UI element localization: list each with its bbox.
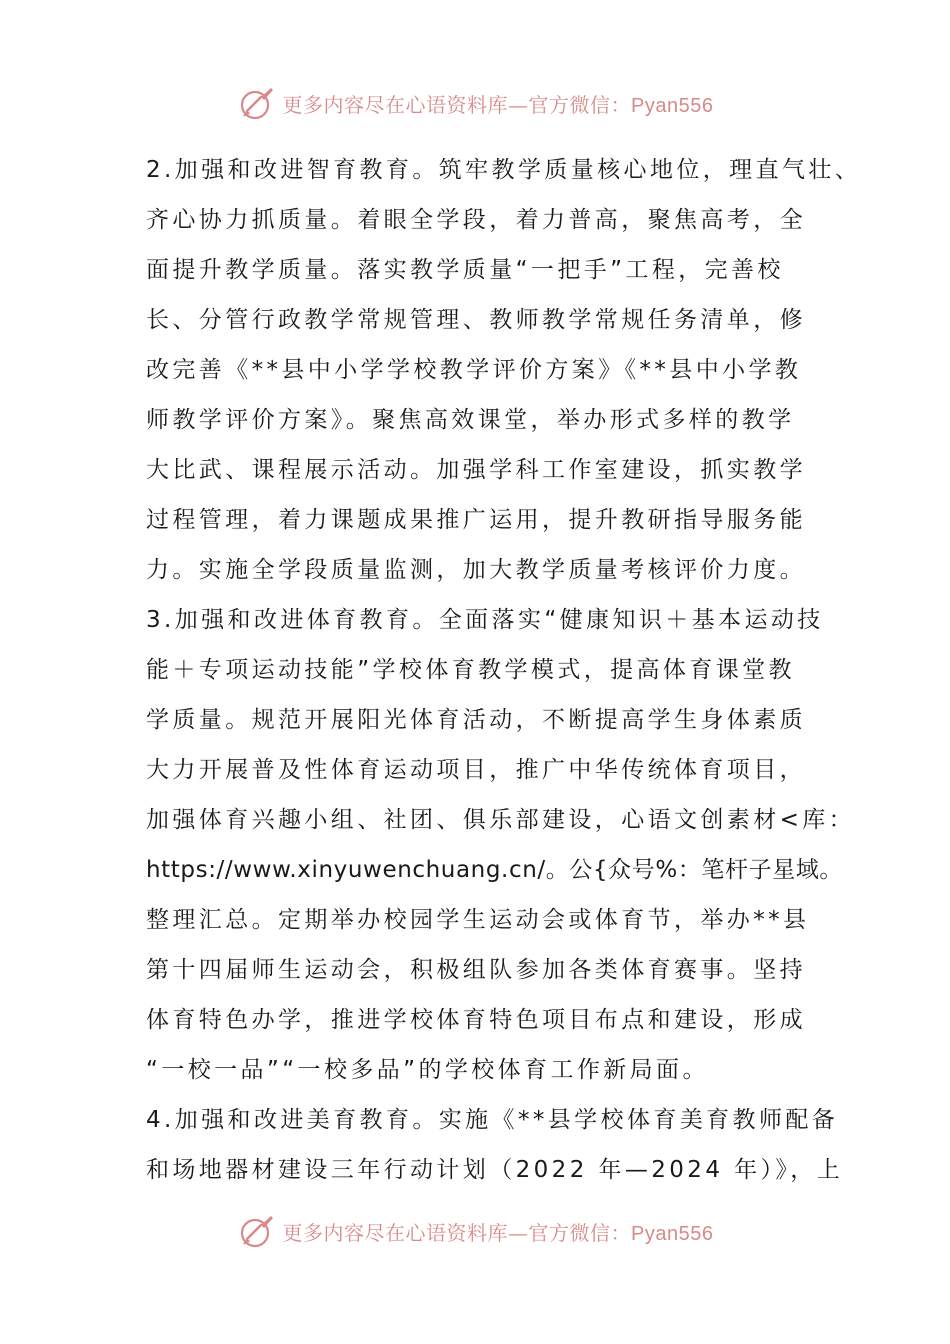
text-line: 和场地器材建设三年行动计划（2022 年—2024 年）》，上 xyxy=(146,1157,844,1183)
header-watermark xyxy=(0,80,950,126)
text-line: 齐心协力抓质量。着眼全学段，着力普高，聚焦高考，全 xyxy=(146,207,806,233)
brush-logo-icon xyxy=(237,1211,277,1251)
text-line: 师教学评价方案》。聚焦高效课堂，举办形式多样的教学 xyxy=(146,407,795,433)
text-line: “一校一品”“一校多品”的学校体育工作新局面。 xyxy=(146,1057,709,1083)
text-line: 整理汇总。定期举办校园学生运动会或体育节，举办**县 xyxy=(146,907,810,933)
text-line: 大力开展普及性体育运动项目，推广中华传统体育项目， xyxy=(146,757,806,783)
watermark-text: 更多内容尽在心语资料库—官方微信： xyxy=(282,1220,632,1245)
text-line: 学质量。规范开展阳光体育活动，不断提高学生身体素质 xyxy=(146,707,806,733)
text-line: 3.加强和改进体育教育。全面落实“健康知识＋基本运动技 xyxy=(146,607,824,633)
wechat-id: Pyan556 xyxy=(631,94,714,117)
footer-watermark xyxy=(0,1208,950,1254)
body-text xyxy=(146,145,862,1195)
text-line: 第十四届师生运动会，积极组队参加各类体育赛事。坚持 xyxy=(146,957,806,983)
text-line: 2.加强和改进智育教育。筑牢教学质量核心地位，理直气壮、 xyxy=(146,157,862,183)
brush-logo-icon xyxy=(237,83,277,123)
wechat-id: Pyan556 xyxy=(631,1222,714,1245)
text-line: 改完善《**县中小学学校教学评价方案》《**县中小学教 xyxy=(146,357,802,383)
text-line: 过程管理，着力课题成果推广运用，提升教研指导服务能 xyxy=(146,507,806,533)
text-line: 体育特色办学，推进学校体育特色项目布点和建设，形成 xyxy=(146,1007,806,1033)
text-line: 加强体育兴趣小组、社团、俱乐部建设，心语文创素材<库： xyxy=(146,807,856,833)
text-line: 能＋专项运动技能”学校体育教学模式，提高体育课堂教 xyxy=(146,657,795,683)
text-line: 4.加强和改进美育教育。实施《**县学校体育美育教师配备 xyxy=(146,1107,839,1133)
text-line-url: https://www.xinyuwenchuang.cn/。公{众号%：笔杆子星域。 xyxy=(146,857,844,883)
text-line: 力。实施全学段质量监测，加大教学质量考核评价力度。 xyxy=(146,557,806,583)
watermark-text: 更多内容尽在心语资料库—官方微信： xyxy=(282,92,632,117)
text-line: 面提升教学质量。落实教学质量“一把手”工程，完善校 xyxy=(146,257,784,283)
text-line: 大比武、课程展示活动。加强学科工作室建设，抓实教学 xyxy=(146,457,806,483)
text-line: 长、分管行政教学常规管理、教师教学常规任务清单，修 xyxy=(146,307,806,333)
